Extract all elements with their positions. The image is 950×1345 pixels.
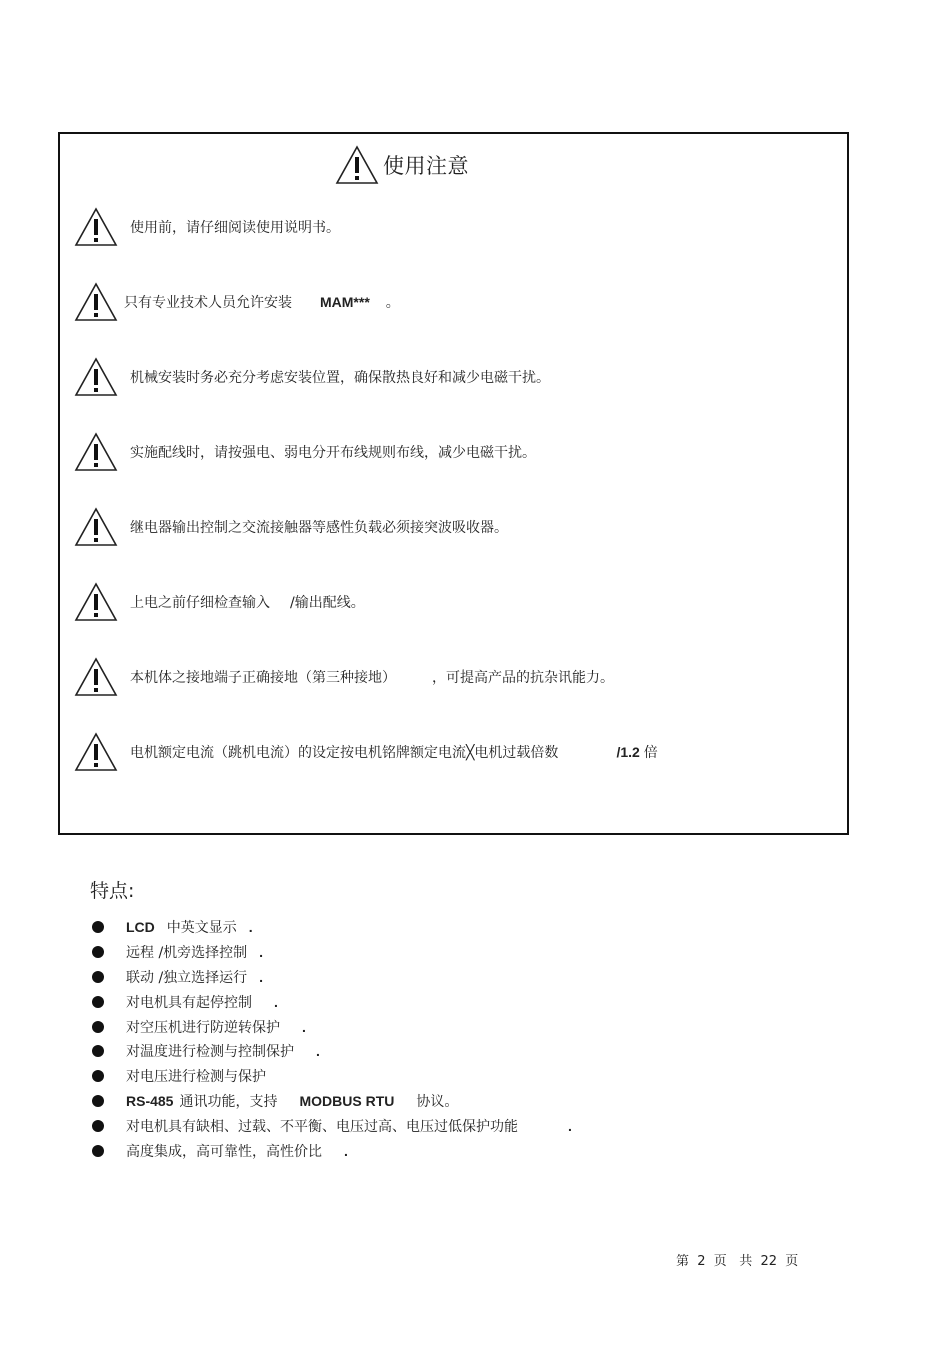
notice-item-suffix: 。 xyxy=(385,295,400,311)
page-number: 第 2 页 共 22 页 xyxy=(676,1254,799,1269)
notice-item-suffix: /输出配线。 xyxy=(290,595,365,611)
notice-item xyxy=(74,356,550,398)
feature-end: . xyxy=(316,1043,320,1060)
list-item xyxy=(90,1089,572,1114)
warning-triangle-icon xyxy=(74,507,118,547)
feature-text: 对空压机进行防逆转保护 xyxy=(126,1019,280,1036)
warning-triangle-icon xyxy=(74,432,118,472)
bullet-dot-icon xyxy=(92,971,104,983)
notice-title: 使用注意 xyxy=(383,154,469,178)
usage-notice-box xyxy=(58,132,849,835)
notice-item-text: 继电器输出控制之交流接触器等感性负载必须接突波吸收器。 xyxy=(130,520,508,536)
bullet-dot-icon xyxy=(92,996,104,1008)
list-item xyxy=(90,940,572,965)
bullet-dot-icon xyxy=(92,921,104,933)
bullet-dot-icon xyxy=(92,946,104,958)
feature-text: 高度集成，高可靠性，高性价比 xyxy=(126,1143,322,1160)
warning-triangle-icon xyxy=(74,732,118,772)
overload-factor: /1.2 xyxy=(616,744,640,760)
notice-item-text: 只有专业技术人员允许安装 xyxy=(124,295,292,311)
notice-item-text: 本机体之接地端子正确接地（第三种接地） xyxy=(130,670,396,686)
list-item xyxy=(90,965,572,990)
protocol-name: MODBUS RTU xyxy=(299,1092,395,1109)
feature-text: 对温度进行检测与控制保护 xyxy=(126,1044,294,1061)
bullet-dot-icon xyxy=(92,1070,104,1082)
list-item xyxy=(90,915,572,940)
notice-item-suffix: ，可提高产品的抗杂讯能力。 xyxy=(432,670,614,686)
warning-triangle-icon xyxy=(74,357,118,397)
feature-text: 对电机具有起停控制 xyxy=(126,994,252,1011)
feature-bold: RS-485 xyxy=(126,1092,174,1109)
list-item xyxy=(90,989,572,1014)
feature-text: 通讯功能，支持 xyxy=(179,1093,278,1110)
feature-end: . xyxy=(248,919,253,936)
bullet-dot-icon xyxy=(92,1145,104,1157)
notice-item xyxy=(74,581,365,623)
bullet-dot-icon xyxy=(92,1120,104,1132)
notice-item xyxy=(74,506,508,548)
notice-item-suffix: 倍 xyxy=(643,745,658,761)
list-item xyxy=(90,1014,572,1039)
feature-text: 远程 /机旁选择控制 xyxy=(126,945,248,962)
feature-text: 对电机具有缺相、过载、不平衡、电压过高、电压过低保护功能 xyxy=(126,1118,518,1135)
feature-end: . xyxy=(302,1018,306,1035)
list-item xyxy=(90,1039,572,1064)
notice-item xyxy=(74,731,658,773)
notice-item xyxy=(74,281,400,323)
warning-triangle-icon xyxy=(74,282,118,322)
feature-text: 对电压进行检测与保护 xyxy=(126,1069,266,1086)
notice-item-text: 上电之前仔细检查输入 xyxy=(130,595,270,611)
feature-bold: LCD xyxy=(126,919,155,936)
feature-end: . xyxy=(344,1142,348,1159)
features-list xyxy=(90,915,572,1163)
bullet-dot-icon xyxy=(92,1021,104,1033)
notice-item xyxy=(74,656,614,698)
notice-item xyxy=(74,206,340,248)
features-title: 特点: xyxy=(90,880,135,902)
warning-triangle-icon xyxy=(74,657,118,697)
list-item xyxy=(90,1138,572,1163)
notice-header xyxy=(335,144,469,186)
feature-end: . xyxy=(274,993,278,1010)
notice-item-text: 实施配线时，请按强电、弱电分开布线规则布线，减少电磁干扰。 xyxy=(130,445,536,461)
feature-end: . xyxy=(568,1117,572,1134)
model-code: MAM*** xyxy=(320,294,370,310)
list-item xyxy=(90,1064,572,1089)
feature-text: 联动 /独立选择运行 xyxy=(126,969,248,986)
notice-item-text: 使用前，请仔细阅读使用说明书。 xyxy=(130,220,340,236)
feature-end: . xyxy=(259,968,264,985)
notice-item-text: 电机额定电流（跳机电流）的设定按电机铭牌额定电流╳电机过载倍数 xyxy=(130,745,559,761)
notice-item-text: 机械安装时务必充分考虑安装位置，确保散热良好和减少电磁干扰。 xyxy=(130,370,550,386)
bullet-dot-icon xyxy=(92,1045,104,1057)
warning-triangle-icon xyxy=(74,207,118,247)
notice-item xyxy=(74,431,536,473)
warning-triangle-icon xyxy=(335,145,379,185)
list-item xyxy=(90,1113,572,1138)
feature-end: . xyxy=(259,944,264,961)
warning-triangle-icon xyxy=(74,582,118,622)
bullet-dot-icon xyxy=(92,1095,104,1107)
feature-text: 中英文显示 xyxy=(166,920,237,937)
feature-text: 协议。 xyxy=(416,1093,459,1110)
